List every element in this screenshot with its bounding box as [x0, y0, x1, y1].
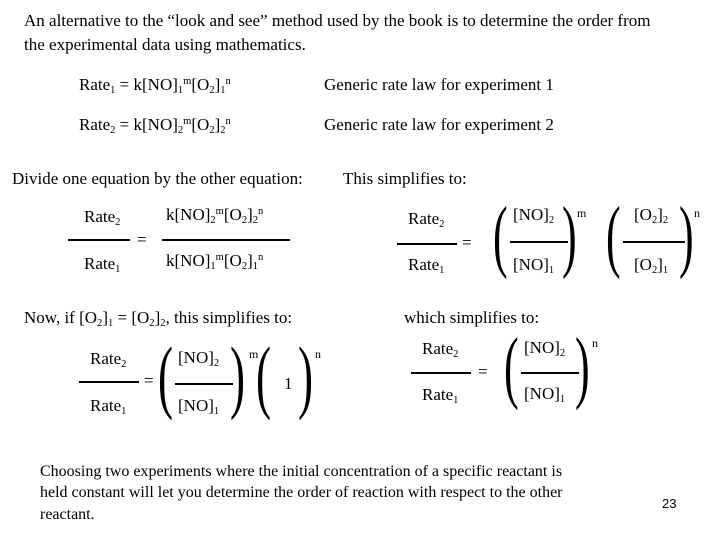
intro-line-2: the experimental data using mathematics.	[24, 35, 306, 54]
rate-law-2-description: Generic rate law for experiment 2	[324, 115, 554, 134]
o2-ratio-denominator: $[O_2]_1$	[634, 255, 669, 276]
equals-sign: =	[137, 230, 147, 249]
now-if-label: Now, if $[O_2]_1 = [O_2]_2$, this simplifies to:	[24, 308, 293, 329]
which-simplifies-label: which simplifies to:	[404, 308, 540, 327]
no-ratio-numerator: $[NO]_2$	[178, 348, 220, 369]
no-ratio-denominator: $[NO]_1$	[524, 384, 566, 405]
left-parenthesis: (	[606, 192, 621, 280]
ratio-denominator-rate1: Rate$_1$	[84, 254, 121, 275]
fraction-bar	[79, 381, 139, 383]
ratio-numerator-rate2: Rate$_2$	[90, 349, 127, 370]
ratio-numerator-rate2: Rate$_2$	[408, 209, 445, 230]
full-numerator: $k[NO]_2^m[O_2]_2^n$	[166, 205, 264, 226]
no-ratio-denominator: $[NO]_1$	[513, 255, 555, 276]
divide-label: Divide one equation by the other equation:	[12, 169, 303, 188]
exponent-n: n	[315, 347, 321, 361]
closing-line-3: reactant.	[40, 506, 95, 523]
exponent-m: m	[249, 347, 259, 361]
no-ratio-numerator: $[NO]_2$	[524, 338, 566, 359]
page-number: 23	[662, 496, 677, 511]
rate-law-2: Rate$_2$ = $k[NO]_2^m[O_2]_2^n$	[79, 115, 231, 136]
fraction-bar	[175, 383, 233, 385]
o2-ratio-numerator: $[O_2]_2$	[634, 205, 669, 226]
right-parenthesis: )	[679, 192, 694, 280]
right-parenthesis: )	[230, 330, 246, 421]
right-parenthesis: )	[562, 192, 577, 280]
closing-line-2: held constant will let you determine the order of reaction with respect to the other	[40, 484, 563, 501]
fraction-bar	[162, 239, 290, 241]
ratio-numerator-rate2: Rate$_2$	[422, 339, 459, 360]
right-parenthesis: )	[298, 330, 314, 421]
exponent-m: m	[577, 206, 587, 220]
equals-sign: =	[462, 233, 472, 252]
right-parenthesis: )	[575, 323, 590, 411]
rate-law-1-description: Generic rate law for experiment 1	[324, 75, 554, 94]
fraction-bar	[510, 241, 568, 243]
ratio-denominator-rate1: Rate$_1$	[408, 255, 445, 276]
one-value: 1	[284, 374, 293, 393]
simplifies-label: This simplifies to:	[343, 169, 467, 188]
no-ratio-numerator: $[NO]_2$	[513, 205, 555, 226]
rate-law-1: Rate$_1$ = $k[NO]_1^m[O_2]_1^n$	[79, 75, 231, 96]
ratio-denominator-rate1: Rate$_1$	[422, 385, 459, 406]
ratio-numerator-rate2: Rate$_2$	[84, 207, 121, 228]
left-parenthesis: (	[493, 192, 508, 280]
intro-line-1: An alternative to the “look and see” method used by the book is to determine the order from	[24, 11, 651, 30]
exponent-n: n	[694, 206, 700, 220]
left-parenthesis: (	[256, 330, 272, 421]
no-ratio-denominator: $[NO]_1$	[178, 396, 220, 417]
equals-sign: =	[144, 371, 154, 390]
fraction-bar	[411, 372, 471, 374]
ratio-denominator-rate1: Rate$_1$	[90, 396, 127, 417]
fraction-bar	[623, 241, 685, 243]
equals-sign: =	[478, 362, 488, 381]
fraction-bar	[521, 372, 579, 374]
left-parenthesis: (	[504, 323, 519, 411]
exponent-n: n	[592, 336, 598, 350]
left-parenthesis: (	[158, 330, 174, 421]
fraction-bar	[68, 239, 130, 241]
fraction-bar	[397, 243, 457, 245]
closing-line-1: Choosing two experiments where the initial concentration of a specific reactant is	[40, 463, 563, 480]
full-denominator: $k[NO]_1^m[O_2]_1^n$	[166, 251, 264, 272]
